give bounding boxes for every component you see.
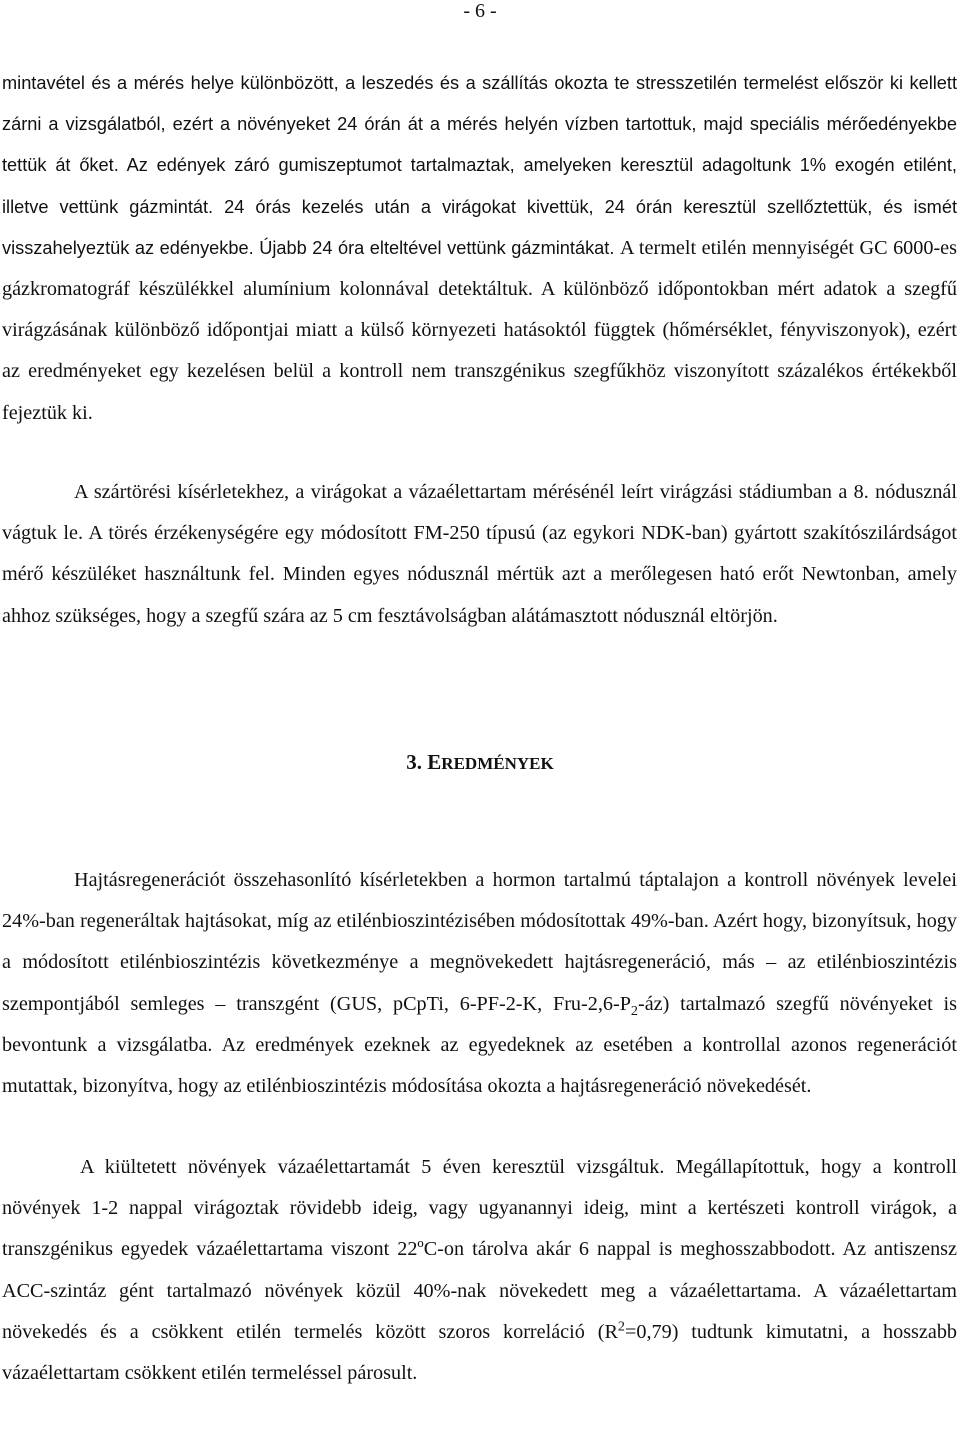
results-paragraph-vaselife (2, 1147, 957, 1394)
heading-first-letter: E (427, 750, 442, 774)
methods-paragraph-sans (2, 63, 957, 434)
results-p1-text-a: Hajtásregenerációt összehasonlító kísérletekben a hormon tartalmú táptalajon a kontroll növények levelei 24%-ban regeneráltak hajtásokat, míg az etilénbioszintézisében módosítottak 49%-ban. Azért hogy, bizonyítsuk, hogy a módosított etilénbioszintézis következménye a megnövekedett hajtásregeneráció, más – az etilénbioszintézis szempontjából semleges – transzgént (GUS, pCpTi, 6-PF-2-K, Fru-2,6-P (2, 869, 957, 1015)
results-p1-text-b: -áz) tartalmazó szegfű növényeket is bevontunk a vizsgálatba. Az eredmények ezeknek az egyedeknek az esetében a kontrollal azonos regenerációt mutattak, bizonyítva, hogy az etilénbioszintézis módosítása okozta a hajtásregeneráció növekedését. (2, 992, 957, 1098)
results-p2-text-a: A kiültetett növények vázaélettartamát 5 éven keresztül vizsgáltuk. Megállapítottuk, hogy a kontroll növények 1-2 nappal virágoztak rövidebb ideig, vagy ugyanannyi ideig, mint a kertészeti kontroll virágok, a transzgénikus egyedek vázaélettartama viszont 22ºC-on tárolva akár 6 nappal is meghosszabbodott. Az antiszensz ACC-szintáz gént tartalmazó növények közül 40%-nak növekedett meg a vázaélettartama. A vázaélettartam növekedés és a csökkent etilén termelés között szoros korreláció (R (2, 1156, 957, 1343)
results-paragraph-regeneration (2, 860, 957, 1107)
results-p2-superscript: 2 (617, 1318, 625, 1335)
methods-paragraph-breaking: A szártörési kísérletekhez, a virágokat a vázaélettartam mérésénél leírt virágzási stádiumban a 8. nódusznál vágtuk le. A törés érzékenységére egy módosított FM-250 típusú (az egykori NDK-ban) gyártott szakítószilárdságot mérő készüléket használtunk fel. Minden egyes nódusznál mértük azt a merőlegesen ható erőt Newtonban, amely ahhoz szükséges, hogy a szegfű szára az 5 cm fesztávolságban alátámasztott nódusznál eltörjön. (2, 481, 957, 627)
results-p2-text-b: =0,79) tudtunk kimutatni, a hosszabb vázaélettartam csökkent etilén termeléssel párosult. (2, 1320, 958, 1385)
methods-text-1: mintavétel és a mérés helye különbözött, a leszedés és a szállítás okozta te stresszetilén termelést először ki kellett zárni a vizsgálatból, ezért a növényeket 24 órán át a mérés helyén vízben tartottuk, majd speciális mérőedényekbe tettük át őket. Az edények záró gumiszeptumot tartalmaztak, amelyeken keresztül adagoltunk 1% exogén etilént, illetve vettünk gázmintát. 24 órás kezelés után a virágokat kivettük, 24 órán keresztül szellőztettük, és ismét visszahelyeztük az edényekbe. Újabb 24 óra elteltével vettünk gázmintákat. (2, 73, 957, 258)
page-number: - 6 - (463, 0, 497, 22)
methods-text-2: A termelt etilén mennyiségét GC 6000-es gázkromatográf készülékkel alumínium kolonnával detektáltuk. A különböző időpontokban mért adatok a szegfű virágzásának különböző időpontjai miatt a külső környezeti hatásoktól függtek (hőmérséklet, fényviszonyok), ezért az eredményeket egy kezelésen belül a kontroll nem transzgénikus szegfűkhöz viszonyított százalékos értékekből fejeztük ki. (2, 236, 957, 424)
section-heading-results (0, 740, 960, 786)
heading-number: 3. (406, 750, 423, 774)
heading-rest: REDMÉNYEK (441, 754, 554, 773)
results-p1-subscript: 2 (630, 1002, 638, 1019)
